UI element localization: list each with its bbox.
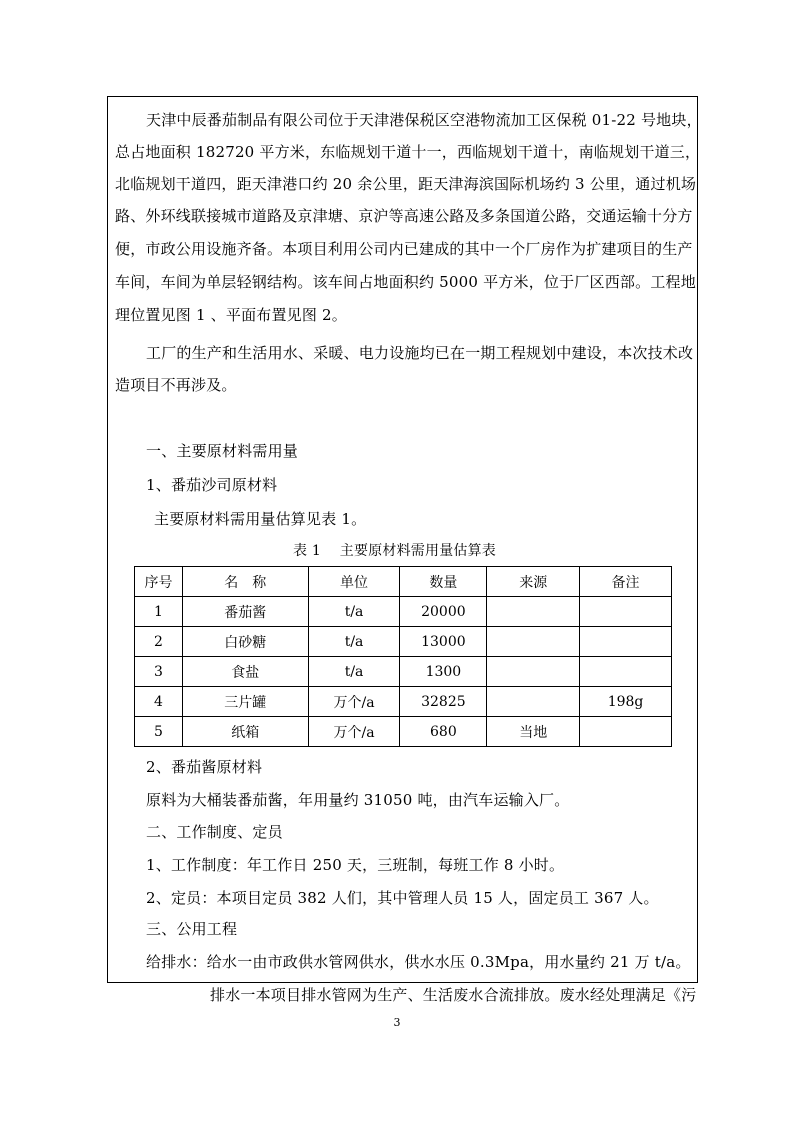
materials-table — [134, 566, 672, 747]
intro-line-6: 车间，车间为单层轻钢结构。该车间占地面积约 5000 平方米，位于厂区西部。工程地 — [115, 273, 696, 291]
table-cell — [580, 627, 672, 657]
table-cell: 万个/a — [308, 687, 400, 717]
section1-note: 主要原材料需用量估算见表 1。 — [154, 510, 367, 528]
table-cell: 当地 — [487, 717, 580, 747]
section1-sub2: 2、番茄酱原材料 — [146, 758, 263, 776]
intro-line-1: 天津中辰番茄制品有限公司位于天津港保税区空港物流加工区保税 01-22 号地块， — [146, 111, 702, 129]
table-cell: 食盐 — [182, 657, 308, 687]
header-cell-remark: 备注 — [580, 567, 672, 597]
table-cell: t/a — [308, 657, 400, 687]
table-cell: 13000 — [400, 627, 487, 657]
table-caption: 表 1 主要原材料需用量估算表 — [293, 543, 497, 559]
table-row — [135, 627, 672, 657]
table-cell: 1300 — [400, 657, 487, 687]
table-cell: 20000 — [400, 597, 487, 627]
intro-line-7: 理位置见图 1 、平面布置见图 2。 — [115, 306, 347, 324]
section2-item2: 2、定员：本项目定员 382 人们，其中管理人员 15 人，固定员工 367 人。 — [146, 889, 659, 907]
intro-line-4: 路、外环线联接城市道路及京津塘、京沪等高速公路及多条国道公路，交通运输十分方 — [115, 207, 693, 225]
table-cell: 5 — [135, 717, 183, 747]
section1-heading: 一、主要原材料需用量 — [146, 442, 299, 460]
table-cell — [580, 657, 672, 687]
table-cell — [487, 597, 580, 627]
table-cell: 白砂糖 — [182, 627, 308, 657]
intro2-line-1: 工厂的生产和生活用水、采暖、电力设施均已在一期工程规划中建设，本次技术改 — [146, 344, 694, 362]
table-cell: 680 — [400, 717, 487, 747]
table-row — [135, 717, 672, 747]
table-cell: t/a — [308, 597, 400, 627]
table-cell: 32825 — [400, 687, 487, 717]
section2-item1: 1、工作制度：年工作日 250 天，三班制，每班工作 8 小时。 — [146, 856, 565, 874]
intro-line-3: 北临规划干道四，距天津港口约 20 余公里，距天津海滨国际机场约 3 公里，通过机场 — [115, 175, 697, 193]
table-cell: 番茄酱 — [182, 597, 308, 627]
intro2-line-2: 造项目不再涉及。 — [115, 376, 237, 394]
table-cell: 万个/a — [308, 717, 400, 747]
table-header-row — [135, 567, 672, 597]
table-cell: t/a — [308, 627, 400, 657]
table-cell: 纸箱 — [182, 717, 308, 747]
header-cell-index: 序号 — [135, 567, 183, 597]
table-cell: 198g — [580, 687, 672, 717]
table-cell — [580, 597, 672, 627]
table-cell — [487, 657, 580, 687]
header-cell-name: 名 称 — [182, 567, 308, 597]
table-cell: 4 — [135, 687, 183, 717]
section3-drainage: 排水一本项目排水管网为生产、生活废水合流排放。废水经处理满足《污 — [210, 986, 697, 1004]
table-cell — [487, 687, 580, 717]
page-number: 3 — [393, 1016, 401, 1029]
table-cell: 三片罐 — [182, 687, 308, 717]
section2-heading: 二、工作制度、定员 — [146, 823, 283, 841]
table-cell — [580, 717, 672, 747]
section3-water-supply: 给排水：给水一由市政供水管网供水，供水水压 0.3Mpa，用水量约 21 万 t/a。 — [146, 953, 691, 971]
table-cell — [487, 627, 580, 657]
table-cell: 3 — [135, 657, 183, 687]
table-row — [135, 597, 672, 627]
intro-line-5: 便，市政公用设施齐备。本项目利用公司内已建成的其中一个厂房作为扩建项目的生产 — [115, 240, 693, 258]
table-cell: 1 — [135, 597, 183, 627]
section1-sub1: 1、番茄沙司原材料 — [146, 476, 278, 494]
table-row — [135, 657, 672, 687]
table-cell: 2 — [135, 627, 183, 657]
table-row — [135, 687, 672, 717]
header-cell-unit: 单位 — [308, 567, 400, 597]
section3-heading: 三、公用工程 — [146, 920, 238, 938]
intro-line-2: 总占地面积 182720 平方米，东临规划干道十一，西临规划干道十，南临规划干道三， — [115, 143, 701, 161]
header-cell-source: 来源 — [487, 567, 580, 597]
header-cell-quantity: 数量 — [400, 567, 487, 597]
page-border-frame — [107, 96, 701, 983]
section1-sub2-text: 原料为大桶装番茄酱，年用量约 31050 吨，由汽车运输入厂。 — [146, 791, 570, 809]
